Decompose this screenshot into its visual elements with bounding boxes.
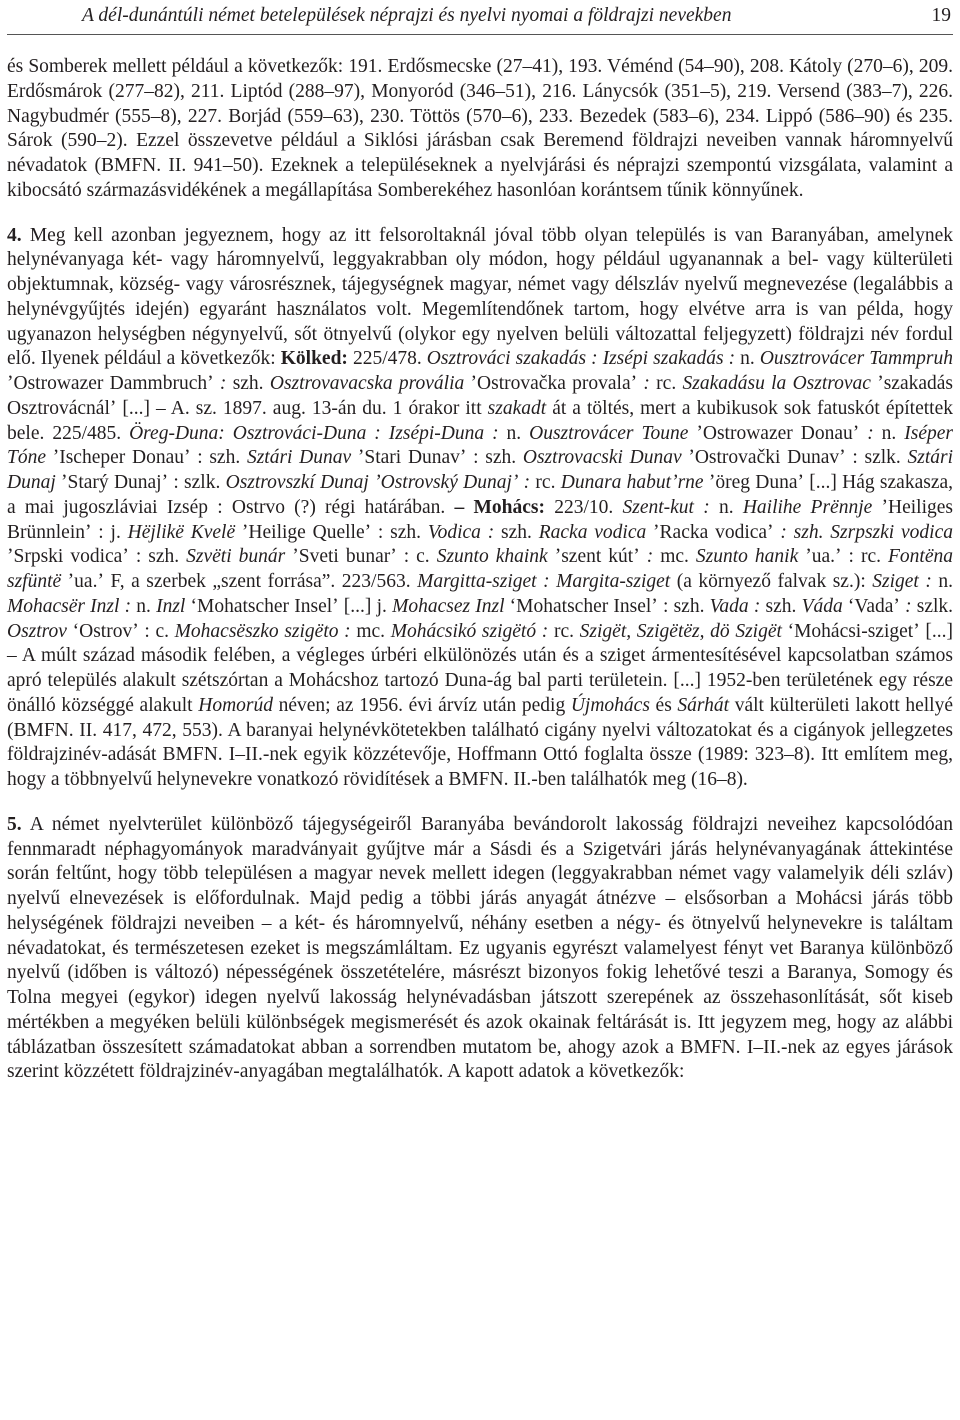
text-run: ʼOstrovački Dunavʼ : szlk.: [681, 447, 908, 469]
text-run: ʼOstrovačka provalaʼ: [464, 373, 644, 394]
place-name: Szent-kut :: [622, 496, 710, 518]
place-name: Sztári Dunaj: [7, 447, 954, 493]
text-run: ʼRacka vodicaʼ: [646, 521, 781, 543]
place-name: : szh.: [780, 521, 824, 543]
text-run: n.: [735, 348, 760, 370]
place-name: Újmohács: [570, 694, 650, 716]
text-run: Meg kell azonban jegyeznem, hogy az itt felsoroltaknál jóval több olyan település is van Baranyában, amelynek helynévanyaga két- vagy háromnyelvű, leggyakrabban oly módon, hogy például ugyanannak a bel- vagy külterületi objektumnak, község- vagy városrésznek, tájegységnek magyar, német vagy délszláv nyelvű megnevezése (legalábbis a helynévgyűjtés idején) egyaránt használatos volt. Megemlítendőnek tartom, hogy elvétve arra is van példa, hogy ugyanazon helységben négynyelvű, sőt ötnyelvű (olykor egy nyelven belüli változattal feljegyzett) földrajzi név fordul elő. Ilyenek például a következők:: [7, 224, 953, 370]
text-run: mc.: [350, 620, 391, 642]
place-name: Szrpszki vodica: [830, 521, 953, 543]
text-run: ʻMohácsi-szigetʼ [...] – A múlt század második felében, a végleges úrbéri elkülönözés után és a sziget ármentesítésével kapcsolatban számos apró település alakult szétszórtan a Mohácshoz tartozó Duna-ág bal parti területein. [...] 1952-ben területének egy része önálló községgé alakult: [7, 620, 953, 716]
text-run: ʻMohatscher Inselʼ : szh.: [504, 595, 710, 617]
text-run: rc.: [548, 620, 580, 642]
place-name: Osztrovszkí Dunaj ʼOstrovský Dunajʼ :: [225, 472, 531, 493]
text-run: ʼHeiliges Brünnleinʼ : j.: [7, 496, 954, 543]
text-run: vált külterületi lakott hellyé (BMFN. II. 417, 472, 553). A baranyai helynévkötetekben található cigány nyelvi változatokat és a cigányok jellegzetes földrajzinév-adását BMFN. I–II.-nek egyik közzétevője, Hoffmann Ottó foglalta össze (1989: 323–8). Itt említem meg, hogy a többnyelvű helynevekre vonatkozó rövidítések a BMFN. II.-ben találhatók meg (16–8).: [7, 694, 954, 790]
place-name: :: [219, 373, 227, 394]
place-name: Hailihe Prënnje: [742, 496, 873, 518]
place-name: Szigët, Szigëtëz, dö Szigët: [579, 620, 782, 642]
text-run: 225/478.: [347, 348, 427, 370]
text-run: szh.: [494, 521, 539, 543]
place-heading-kolked: Kölked:: [280, 348, 348, 370]
text-run: ʼHeilige Quelleʼ : szh.: [235, 521, 428, 543]
text-run: 223/10.: [544, 496, 623, 518]
paragraph-text: és Somberek mellett például a következők: 191. Erdősmecske (27–41), 193. Véménd (54–90), 208. Kátoly (270–6), 209. Erdősmárok (277–82), 211. Liptód (288–97), Monyoród (346–51), 216. Lánycsók (351–5), 219. Versend (383–7), 226. Nagybudmér (555–8), 227. Borjád (559–63), 230. Töttös (570–6), 233. Bezedek (583–6), 234. Lippó (586–90) és 235. Sárok (590–2). Ezzel összevetve például a Siklósi járásban csak Beremend földrajzi neveiben vannak háromnyelvű névadatok (BMFN. II. 941–50). Ezeknek a településeknek a nyelvjárási és néprajzi szempontú vizsgálata, valamint a kibocsátó származásvidékének a megállapítása Somberekéhez hasonlóan korántsem tűnik könnyűnek.: [7, 56, 953, 201]
paragraph-text: A német nyelvterület különböző tájegységeiről Baranyába bevándorolt lakosság földrajzi neveihez kapcsolódóan fennmaradt néphagyományok maradványait gyűjtve már a Sásdi és a Szigetvári járás helynévanyagának áttekintése során feltűnt, hogy több településen a magyar nevek mellett idegen (leggyakrabban német vagy valamelyik déli szláv) nyelvű elnevezések is előfordulnak. Majd pedig a többi járás anyagát átnézve – elsősorban a Mohácsi járás több helységének földrajzi neveiben – a két- és háromnyelvű, néhány esetben a négy- és ötnyelvű helynevekre is találtam névadatokat, és természetesen ezeket is megszámláltam. Ez ugyanis egyrészt valamelyest fényt vet Baranya különböző nyelvű (időben is változó) népességének összetételére, másrészt bizonyos fokig lehetővé teszi a Baranya, Somogy és Tolna megyei (egykor) idegen nyelvű lakosság helynévadásban játszott szerepének az összehasonlítását, sőt kiseb mértékben a megyéken belüli különbségek megismerését és azok okainak feltárását is. Itt jegyzem meg, hogy az alábbi táblázatban összesített számadatokat abban a sorrendben mutatom be, ahogy azok a BMFN. I–II.-nek az egyes járások szerint közzétett földrajzinév-anyagában megtalálhatók. A kapott adatok a következők:: [7, 813, 953, 1083]
place-name: Szunto hanik: [695, 546, 799, 568]
text-run: ʼöreg Dunaʼ [...] Hág szakasza, a mai jugoszláviai Izsép : Ostrvo (?) régi határában.: [7, 472, 954, 518]
text-run: ʼStari Dunavʼ : szh.: [351, 447, 523, 469]
text-run: ʼOstrowazer Donauʼ: [688, 422, 868, 444]
place-name: Fontëna szfüntë: [7, 546, 953, 592]
text-run: ʻOstrovʼ : c.: [66, 620, 175, 642]
place-name: Sárhát: [677, 694, 730, 716]
text-run: szh.: [760, 595, 802, 617]
text-run: szlk.: [911, 595, 954, 617]
place-name: Mohacsez Inzl: [392, 595, 505, 617]
place-name: Vada :: [709, 595, 761, 617]
text-run: ʼua.ʼ F, a szerbek „szent forrása”. 223/563.: [61, 571, 418, 592]
text-run: és: [649, 694, 678, 716]
place-name: Sziget :: [872, 571, 932, 592]
text-run: ʼszent kútʼ: [547, 546, 647, 568]
text-run: szh.: [226, 373, 270, 394]
place-name: Osztrov: [7, 620, 67, 642]
text-run: rc.: [530, 472, 561, 493]
text-run: n.: [498, 422, 530, 444]
place-name: Sztári Dunav: [246, 447, 352, 469]
paragraph-continued: [7, 55, 953, 204]
text-run: ʼSveti bunarʼ : c.: [285, 546, 437, 568]
paragraph-section-4: [7, 224, 953, 793]
section-number: 5.: [7, 813, 22, 835]
place-name: Szunto khaink: [436, 546, 548, 568]
place-name: szakadt: [487, 397, 547, 419]
place-name: Ousztrovácer Tammpruh: [759, 348, 954, 370]
page-number: 19: [931, 5, 951, 26]
text-run: ʼszakadás Osztrovácnálʼ [...] – A. sz. 1897. aug. 13-án du. 1 órakor itt: [7, 373, 954, 419]
document-page: [7, 0, 953, 1085]
place-name: Margitta-sziget : Margita-sziget: [417, 571, 671, 592]
text-run: (a környező falvak sz.):: [670, 571, 873, 592]
place-name: Mohácsikó szigëtó :: [390, 620, 549, 642]
text-run: át a töltés, mert a kubikusok sok fatuskót építettek bele. 225/485.: [7, 397, 953, 444]
text-run: ʼSrpski vodicaʼ : szh.: [7, 546, 187, 568]
place-name: Racka vodica: [538, 521, 647, 543]
text-run: mc.: [653, 546, 696, 568]
text-run: ʻVadaʼ: [842, 595, 906, 617]
text-run: rc.: [649, 373, 683, 394]
place-name: Ousztrovácer Toune: [529, 422, 689, 444]
place-name: Osztrovacski Dunav: [522, 447, 682, 469]
section-number: 4.: [7, 224, 22, 246]
text-run: néven; az 1956. évi árvíz után pedig: [273, 694, 571, 716]
text-run: ʻMohatscher Inselʼ [...] j.: [185, 595, 393, 617]
text-run: n.: [709, 496, 743, 518]
place-name: Iséper Tóne: [7, 422, 953, 469]
place-name: Osztrováci szakadás : Izsépi szakadás :: [426, 348, 736, 370]
place-name: Homorúd: [198, 694, 273, 716]
place-name: Mohacsëszko szigëto :: [174, 620, 351, 642]
paragraph-section-5: [7, 813, 953, 1085]
place-name: Hëjlikë Kvelë: [127, 521, 236, 543]
place-name: Szakadásu la Osztrovac: [682, 373, 871, 394]
place-name: Dunara habutʼrne: [560, 472, 704, 493]
place-name: Váda: [801, 595, 843, 617]
place-name: :: [867, 422, 874, 444]
place-name: Mohacsër Inzl :: [7, 595, 132, 617]
place-name: :: [905, 595, 912, 617]
place-name: Vodica :: [427, 521, 495, 543]
text-run: n.: [931, 571, 953, 592]
text-run: ʼStarý Dunajʼ : szlk.: [55, 472, 226, 493]
place-name: Szvëti bunár: [186, 546, 286, 568]
running-header: [7, 0, 953, 35]
running-title: A dél-dunántúli német betelepülések néprajzi és nyelvi nyomai a földrajzi nevekben: [82, 5, 732, 26]
place-name: Inzl: [156, 595, 186, 617]
place-name: :: [643, 373, 650, 394]
text-run: ʼIscheper Donauʼ : szh.: [46, 447, 247, 469]
place-heading-mohacs: – Mohács:: [454, 496, 545, 518]
text-run: n.: [873, 422, 905, 444]
place-name: :: [646, 546, 654, 568]
place-name: Öreg-Duna: Osztrováci-Duna : Izsépi-Duna :: [129, 422, 499, 444]
text-run: ʼua.ʼ : rc.: [798, 546, 889, 568]
text-run: ʼOstrowazer Dammbruchʼ: [7, 373, 220, 394]
text-run: n.: [131, 595, 157, 617]
place-name: Osztrovavacska provália: [269, 373, 465, 394]
